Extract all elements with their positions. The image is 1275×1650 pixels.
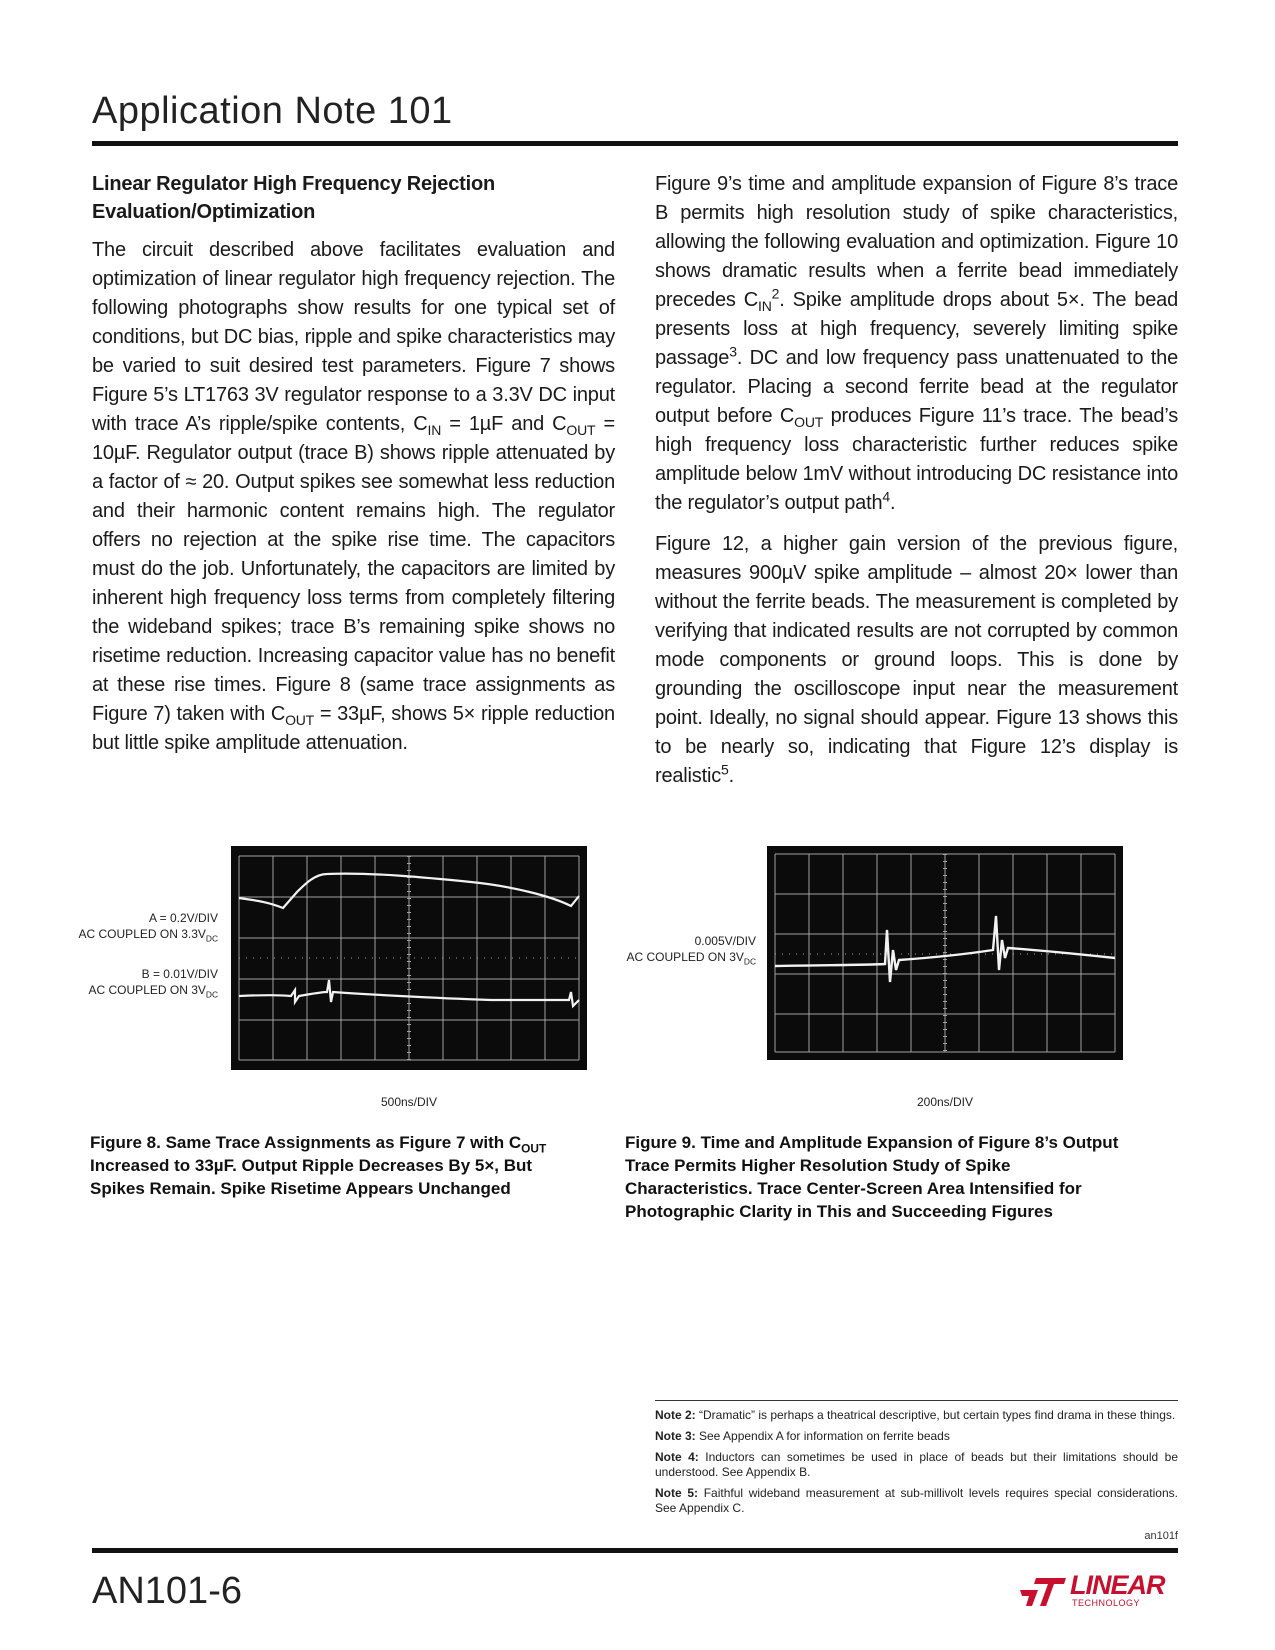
trace-a-label — [60, 910, 218, 942]
footer-rule — [92, 1548, 1178, 1553]
right-paragraph-2 — [655, 530, 1178, 791]
footnote-ref: 2 — [771, 285, 780, 302]
subscript: IN — [758, 298, 772, 314]
subscript: OUT — [285, 712, 315, 728]
text-run: = 1µF and C — [441, 413, 567, 435]
text-run: Figure 12, a higher gain version of the previous figure, measures 900µV spike amplitude – almost 20× lower than without the ferrite beads. The measurement is completed by verifying that indicated results are not corrupted by common mode components or ground loops. This is done by grounding the oscilloscope input near the measurement point. Ideally, no signal should appear. Figure 13 shows this to be nearly so, indicating that Figure 12’s display is realistic — [655, 533, 1178, 787]
text-run: = 33µF, shows 5× ripple reduction but little spike amplitude attenuation. — [92, 703, 615, 754]
right-paragraph-1 — [655, 170, 1178, 518]
footnote-text: See Appendix A for information on ferrite beads — [695, 1429, 950, 1443]
section-heading: Linear Regulator High Frequency Rejection Evaluation/Optimization — [92, 173, 495, 223]
text-run: Figure 8. Same Trace Assignments as Figure 7 with C — [90, 1133, 522, 1152]
subscript: DC — [205, 989, 218, 1000]
logo-word: LINEAR — [1070, 1570, 1165, 1600]
footnote-label: Note 2: — [655, 1408, 696, 1422]
trace-b-label — [60, 966, 218, 998]
figure9-oscilloscope-photo — [767, 846, 1123, 1060]
coupling-text: AC COUPLED ON 3V — [626, 950, 744, 964]
trace-a-scale: A = 0.2V/DIV — [148, 911, 218, 925]
text-run: The circuit described above facilitates evaluation and optimization of linear regulator high frequency rejection. The following photographs show results for one typical set of conditions, but DC bias, ripple and spike characteristics may be varied to suit desired test parameters. Figure 7 shows Figure 5’s LT1763 3V regulator response to a 3.3V DC input with trace A’s ripple/spike contents, C — [92, 239, 615, 435]
text-run: Increased to 33µF. Output Ripple Decreases By 5×, But Spikes Remain. Spike Risetime Appears Unchanged — [90, 1156, 533, 1198]
text-run: . — [728, 765, 734, 787]
footnote-rule — [655, 1400, 1178, 1401]
subscript: OUT — [521, 1141, 547, 1156]
footnote-text: Inductors can sometimes be used in place of beads but their limitations should be understood. See Appendix B. — [655, 1450, 1178, 1479]
footnote-ref: 4 — [882, 488, 890, 505]
coupling-text: AC COUPLED ON 3V — [88, 983, 206, 997]
figure9-scope-svg — [767, 846, 1123, 1060]
header-rule — [92, 141, 1178, 146]
trace-a-coupling — [60, 926, 218, 942]
text-run: . Spike amplitude drops about 5×. The bead presents loss at high frequency, severely limiting spike passage — [655, 289, 1178, 369]
trace-b-coupling — [60, 982, 218, 998]
figure8-oscilloscope-photo — [231, 846, 587, 1070]
footnote-label: Note 4: — [655, 1450, 699, 1464]
text-run: Figure 9’s time and amplitude expansion of Figure 8’s trace B permits high resolution study of spike characteristics, allowing the following evaluation and optimization. Figure 10 shows dramatic results when a ferrite bead immediately precedes C — [655, 173, 1178, 311]
figure9-scale-label — [596, 933, 756, 965]
document-code: an101f — [1144, 1530, 1178, 1542]
footnotes — [655, 1408, 1178, 1522]
text-run: . — [889, 492, 896, 514]
footnote-ref: 3 — [729, 343, 737, 360]
right-column — [655, 170, 1178, 803]
page-number: AN101-6 — [92, 1570, 242, 1612]
footnote — [655, 1408, 1178, 1423]
trace-b-scale: B = 0.01V/DIV — [141, 967, 218, 981]
footnote — [655, 1450, 1178, 1480]
text-run: produces Figure 11’s trace. The bead’s high frequency loss characteristic further reduces spike amplitude below 1mV without introducing DC resistance into the regulator’s output path — [655, 405, 1178, 514]
left-column — [92, 170, 615, 770]
page-title: Application Note 101 — [92, 90, 453, 132]
figure8-timebase: 500ns/DIV — [380, 1095, 438, 1109]
figure9-scale: 0.005V/DIV — [694, 934, 756, 948]
footnote-ref: 5 — [721, 761, 729, 778]
subscript: IN — [427, 422, 442, 438]
text-run: = 10µF. Regulator output (trace B) shows ripple attenuated by a factor of ≈ 20. Output spikes see somewhat less reduction and their harmonic content remains high. The regulator offers no rejection at the spike rise time. The capacitors must do the job. Unfortunately, the capacitors are limited by inherent high frequency loss terms from completely filtering the wideband spikes; trace B’s remaining spike shows no risetime reduction. Increasing capacitor value has no benefit at these rise times. Figure 8 (same trace assignments as Figure 7) taken with C — [92, 413, 615, 725]
figure8-caption — [90, 1131, 590, 1200]
footnote-label: Note 3: — [655, 1429, 696, 1443]
left-paragraph — [92, 236, 615, 758]
coupling-text: AC COUPLED ON 3.3V — [78, 927, 206, 941]
subscript: OUT — [794, 414, 824, 430]
subscript: OUT — [566, 422, 596, 438]
subscript: DC — [743, 956, 756, 967]
footnote-text: “Dramatic” is perhaps a theatrical descriptive, but certain types find drama in these things. — [695, 1408, 1176, 1422]
footnote-label: Note 5: — [655, 1486, 699, 1500]
linear-technology-logo — [1018, 1568, 1178, 1610]
subscript: DC — [205, 933, 218, 944]
figure8-scope-svg — [231, 846, 587, 1070]
footnote — [655, 1486, 1178, 1516]
text-run: . DC and low frequency pass unattenuated to the regulator. Placing a second ferrite bead at the regulator output before C — [655, 347, 1178, 427]
figure9-timebase: 200ns/DIV — [916, 1095, 974, 1109]
logo-subword: TECHNOLOGY — [1072, 1598, 1141, 1608]
footnote — [655, 1429, 1178, 1444]
figure9-coupling — [596, 949, 756, 965]
figure9-caption: Figure 9. Time and Amplitude Expansion of Figure 8’s Output Trace Permits Higher Resolution Study of Spike Characteristics. Trace Center-Screen Area Intensified for Photographic Clarity in This and Succeeding Figures — [625, 1133, 1119, 1221]
footnote-text: Faithful wideband measurement at sub-millivolt levels requires special considerations. See Appendix C. — [655, 1486, 1178, 1515]
